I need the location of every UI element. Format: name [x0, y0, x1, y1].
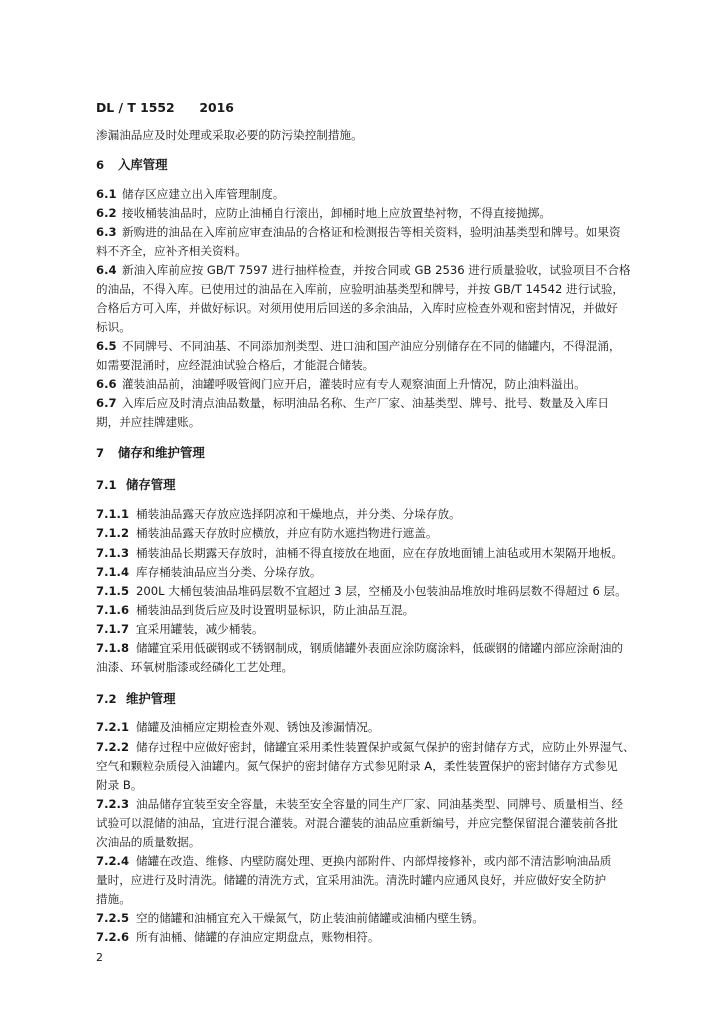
clause-text: 储罐在改造、维修、内壁防腐处理、更换内部附件、内部焊接修补，或内部不清洁影响油品质 [136, 854, 612, 868]
clause-text: 渗漏油品应及时处理或采取必要的防污染控制措施。 [96, 128, 363, 142]
clause-number: 6.3 [96, 225, 117, 239]
clause-text: 空的储罐和油桶宜充入干燥氮气，防止装油前储罐或油桶内壁生锈。 [136, 911, 484, 925]
clause-text: 如需要混涌时，应经混油试验合格后，才能混合储装。 [96, 358, 375, 372]
clause-text: 新油入库前应按 GB/T 7597 进行抽样检查，并按合同或 GB 2536 进行质量验收，试验项目不合格 [122, 263, 631, 277]
clause-number: 7.2.1 [96, 720, 130, 734]
clause-text: 新购进的油品在入库前应审查油品的合格证和检测报告等相关资料，验明油基类型和牌号。如果资 [122, 225, 621, 239]
clause-number: 6.4 [96, 263, 117, 277]
clause-text: 空气和颗粒杂质侵入油罐内。氮气保护的密封储存方式参见附录 A，柔性装置保护的密封储存方式参见 [96, 759, 618, 773]
clause-number: 7.1.5 [96, 584, 130, 598]
clause-text: 桶装油品露天存放应选择阴凉和干燥地点，并分类、分垛存放。 [136, 507, 461, 521]
standard-code-header: DL / T 1552 2016 [96, 100, 234, 115]
clause-text: 桶装油品长期露天存放时，油桶不得直接放在地面，应在存放地面铺上油毡或用木架隔开地板。 [136, 546, 623, 560]
clause-number: 7.1.2 [96, 526, 130, 540]
clause-text: 期，并应挂牌建账。 [96, 415, 201, 429]
section-heading-number: 7 [96, 446, 105, 460]
clause-text: 不同牌号、不同油基、不同添加剂类型、进口油和国产油应分别储存在不同的储罐内，不得混涌， [122, 339, 621, 353]
section-heading: 储存和维护管理 [118, 445, 205, 460]
clause-number: 7.2.3 [96, 797, 130, 811]
clause-text: 宜采用罐装，减少桶装。 [136, 622, 264, 636]
clause-text: 的油品，不得入库。已使用过的油品在入库前，应验明油基类型和牌号，并按 GB/T 14542 进行试验， [96, 282, 625, 296]
clause-text: 油漆、环氧树脂漆或经磷化工艺处理。 [96, 660, 294, 674]
clause-text: 料不齐全，应补齐相关资料。 [96, 244, 247, 258]
clause-text: 所有油桶、储罐的存油应定期盘点，账物相符。 [136, 930, 380, 944]
clause-text: 接收桶装油品时，应防止油桶自行滚出，卸桶时地上应放置垫衬物，不得直接抛掷。 [122, 206, 551, 220]
clause-text: 试验可以混储的油品，宜进行混合灌装。对混合灌装的油品应重新编号，并应完整保留混合灌装前各批 [96, 816, 618, 830]
clause-number: 6.7 [96, 396, 117, 410]
clause-text: 措施。 [96, 892, 131, 906]
clause-text: 桶装油品露天存放时应横放，并应有防水遮挡物进行遮盖。 [136, 526, 438, 540]
clause-text: 次油品的质量数据。 [96, 835, 201, 849]
clause-number: 7.1.8 [96, 641, 130, 655]
section-heading: 维护管理 [126, 691, 176, 706]
clause-number: 7.1.1 [96, 507, 130, 521]
clause-number: 7.1.4 [96, 565, 130, 579]
clause-text: 桶装油品到货后应及时设置明显标识，防止油品互混。 [136, 603, 415, 617]
clause-number: 7.2.6 [96, 930, 130, 944]
clause-number: 6.6 [96, 377, 117, 391]
clause-number: 6.2 [96, 206, 117, 220]
clause-number: 7.1.3 [96, 546, 130, 560]
clause-number: 7.1.7 [96, 622, 130, 636]
section-heading-number: 7.1 [96, 478, 117, 492]
page-number: 2 [96, 951, 103, 964]
clause-text: 储罐及油桶应定期检查外观、锈蚀及渗漏情况。 [136, 720, 380, 734]
clause-number: 7.2.4 [96, 854, 130, 868]
clause-text: 储罐宜采用低碳钢或不锈钢制成，钢质储罐外表面应涂防腐涂料，低碳钢的储罐内部应涂耐油的 [136, 641, 623, 655]
clause-number: 6.5 [96, 339, 117, 353]
clause-text: 储存区应建立出入库管理制度。 [122, 187, 285, 201]
clause-number: 6.1 [96, 187, 117, 201]
section-heading: 入库管理 [118, 157, 168, 172]
clause-text: 灌装油品前，油罐呼吸管阀门应开启，灌装时应有专人观察油面上升情况，防止油料溢出。 [122, 377, 586, 391]
clause-text: 储存过程中应做好密封，储罐宜采用柔性装置保护或氮气保护的密封储存方式，应防止外界湿气、 [136, 740, 635, 754]
clause-number: 7.2.5 [96, 911, 130, 925]
clause-text: 油品储存宜装至安全容量，未装至安全容量的同生产厂家、同油基类型、同牌号、质量相当、经 [136, 797, 623, 811]
section-heading-number: 6 [96, 158, 105, 172]
clause-text: 附录 B。 [96, 778, 143, 792]
clause-text: 入库后应及时清点油品数量，标明油品名称、生产厂家、油基类型、牌号、批号、数量及入库日 [122, 396, 609, 410]
clause-number: 7.2.2 [96, 740, 130, 754]
clause-text: 合格后方可入库，并做好标识。对须用使用后回送的多余油品，入库时应检查外观和密封情况，并做好 [96, 301, 618, 315]
section-heading-number: 7.2 [96, 692, 117, 706]
section-heading: 储存管理 [126, 477, 176, 492]
clause-text: 库存桶装油品应当分类、分垛存放。 [136, 565, 322, 579]
clause-number: 7.1.6 [96, 603, 130, 617]
clause-text: 200L 大桶包装油品堆码层数不宜超过 3 层，空桶及小包装油品堆放时堆码层数不得超过 6 层。 [136, 584, 627, 598]
clause-text: 标识。 [96, 320, 131, 334]
clause-text: 量时，应进行及时清洗。储罐的清洗方式，宜采用油洗。清洗时罐内应通风良好，并应做好安全防护 [96, 873, 607, 887]
